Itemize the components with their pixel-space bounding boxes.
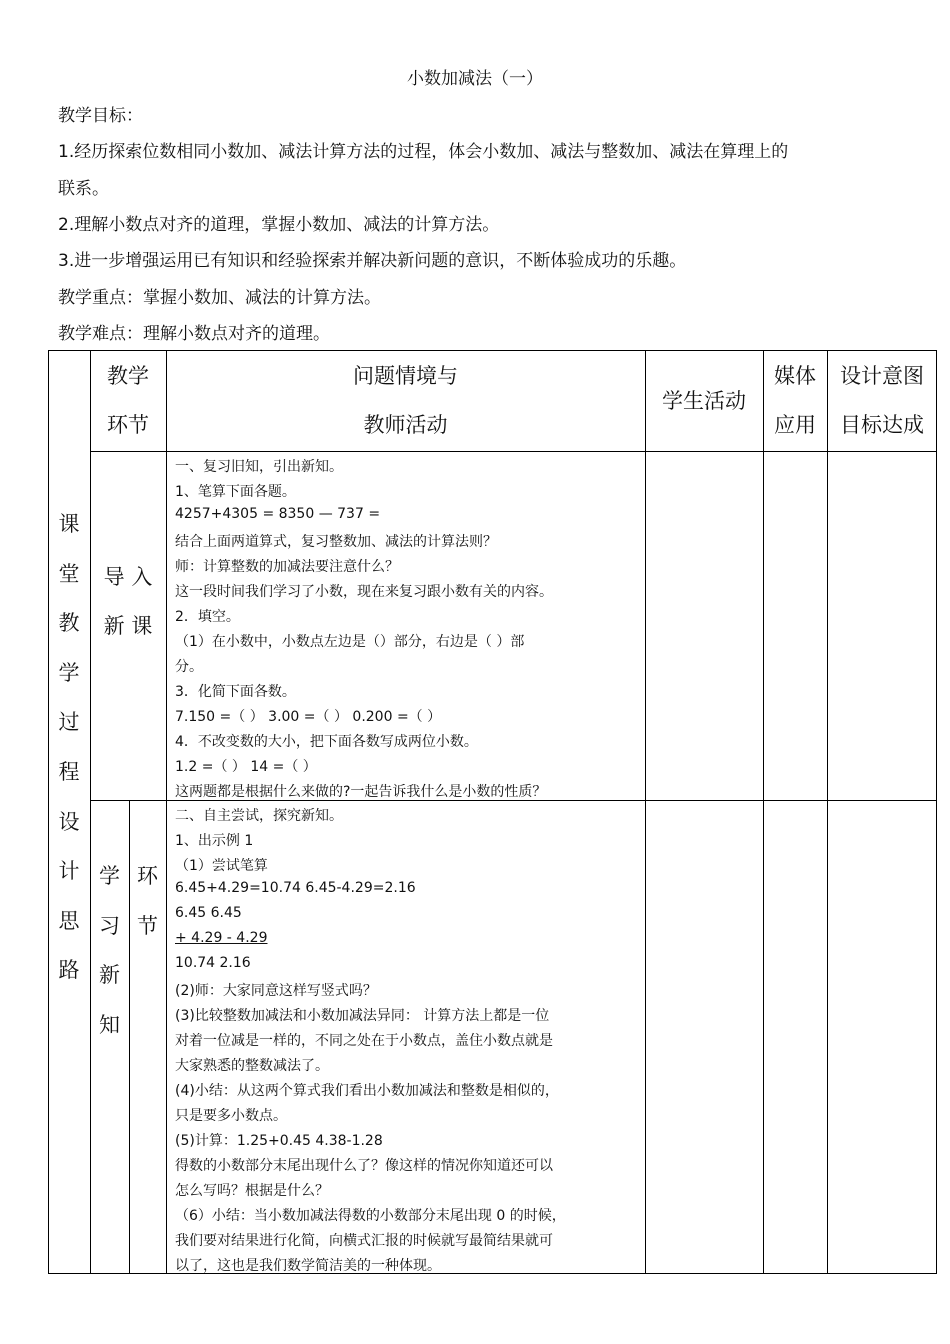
s2-line-15: 得数的小数部分末尾出现什么了？像这样的情况你知道还可以	[175, 1158, 553, 1174]
s2-vertical-result: 10.74 2.16	[175, 955, 251, 971]
goal-1-line-2: 联系。	[58, 179, 109, 199]
header-teacher-activity	[166, 352, 645, 450]
s1-line-1: 一、复习旧知，引出新知。	[175, 459, 343, 475]
s1-line-8: （1）在小数中，小数点左边是（）部分，右边是（ ）部	[175, 634, 525, 650]
s2-vertical-operand-bottom: + 4.29 - 4.29	[175, 930, 268, 946]
stage-intro-line-1: 导 入	[103, 565, 153, 589]
s2-line-2: 1、出示例 1	[175, 833, 254, 849]
s2-line-13: 只是要多小数点。	[175, 1108, 287, 1124]
s1-line-12: 4．不改变数的大小，把下面各数写成两位小数。	[175, 734, 478, 750]
header-media-line-1: 媒体	[774, 364, 816, 388]
s1-line-7: 2．填空。	[175, 609, 240, 625]
header-media-line-2: 应用	[774, 413, 816, 437]
goal-3: 3.进一步增强运用已有知识和经验探索并解决新问题的意识，不断体验成功的乐趣。	[58, 251, 687, 271]
goals-label: 教学目标：	[58, 106, 143, 126]
goal-2: 2.理解小数点对齐的道理，掌握小数加、减法的计算方法。	[58, 215, 500, 235]
s2-line-10: 对着一位减是一样的，不同之处在于小数点，盖住小数点就是	[175, 1033, 553, 1049]
header-teacher-line-1: 问题情境与	[353, 364, 458, 388]
s1-line-4: 结合上面两道算式，复习整数加、减法的计算法则？	[175, 534, 497, 550]
header-teacher-line-2: 教师活动	[363, 413, 448, 437]
document-title: 小数加减法（一）	[407, 69, 543, 89]
header-media	[763, 352, 827, 450]
key-point: 教学重点：掌握小数加、减法的计算方法。	[58, 288, 381, 308]
header-student-activity: 学生活动	[662, 389, 746, 413]
stage-intro-line-2: 新 课	[103, 614, 153, 638]
s2-line-12: (4)小结：从这两个算式我们看出小数加减法和整数是相似的，	[175, 1083, 559, 1099]
s1-line-14: 这两题都是根据什么来做的?一起告诉我什么是小数的性质？	[175, 784, 547, 800]
s2-vertical-operand-top: 6.45 6.45	[175, 905, 242, 921]
side-label-process-design: 课 堂 教 学 过 程 设 计 思 路	[58, 512, 80, 983]
s1-line-10: 3．化简下面各数。	[175, 684, 296, 700]
s1-line-11: 7.150 =（ ） 3.00 =（ ） 0.200 =（ ）	[175, 709, 442, 725]
difficulty: 教学难点：理解小数点对齐的道理。	[58, 324, 330, 344]
s1-line-5: 师：计算整数的加减法要注意什么？	[175, 559, 399, 575]
s2-line-9: (3)比较整数加减法和小数加减法异同： 计算方法上都是一位	[175, 1008, 550, 1024]
s2-line-17: （6）小结：当小数加减法得数的小数部分末尾出现 0 的时候，	[175, 1208, 566, 1224]
header-stage	[90, 352, 166, 450]
s1-line-9: 分。	[175, 659, 203, 675]
header-stage-line-1: 教学	[107, 364, 149, 388]
stage-learn-section-label: 环 节	[137, 864, 158, 938]
s2-line-1: 二、自主尝试，探究新知。	[175, 808, 343, 824]
s1-line-6: 这一段时间我们学习了小数，现在来复习跟小数有关的内容。	[175, 584, 553, 600]
s2-line-8: (2)师：大家同意这样写竖式吗？	[175, 983, 377, 999]
header-intent-line-2: 目标达成	[840, 413, 924, 437]
goal-1-line-1: 1.经历探索位数相同小数加、减法计算方法的过程，体会小数加、减法与整数加、减法在算理上的	[58, 142, 789, 162]
s2-line-16: 怎么写吗？根据是什么？	[175, 1183, 329, 1199]
s2-line-18: 我们要对结果进行化简，向横式汇报的时候就写最简结果就可	[175, 1233, 553, 1249]
s2-line-11: 大家熟悉的整数减法了。	[175, 1058, 329, 1074]
stage-learn-new-knowledge: 学 习 新 知	[99, 864, 120, 1037]
stage-intro-new-lesson	[90, 553, 166, 651]
s1-line-13: 1.2 =（ ） 14 =（ ）	[175, 759, 317, 775]
header-stage-line-2: 环节	[107, 413, 149, 437]
s2-line-14: (5)计算：1.25+0.45 4.38-1.28	[175, 1133, 383, 1149]
s1-line-3: 4257+4305 = 8350 — 737 =	[175, 506, 381, 522]
s2-line-19: 以了，这也是我们数学简洁美的一种体现。	[175, 1258, 441, 1274]
s1-line-2: 1、笔算下面各题。	[175, 484, 296, 500]
s2-line-4: 6.45+4.29=10.74 6.45-4.29=2.16	[175, 880, 416, 896]
header-intent-line-1: 设计意图	[840, 364, 924, 388]
s2-line-3: （1）尝试笔算	[175, 858, 268, 874]
header-design-intent	[827, 352, 937, 450]
